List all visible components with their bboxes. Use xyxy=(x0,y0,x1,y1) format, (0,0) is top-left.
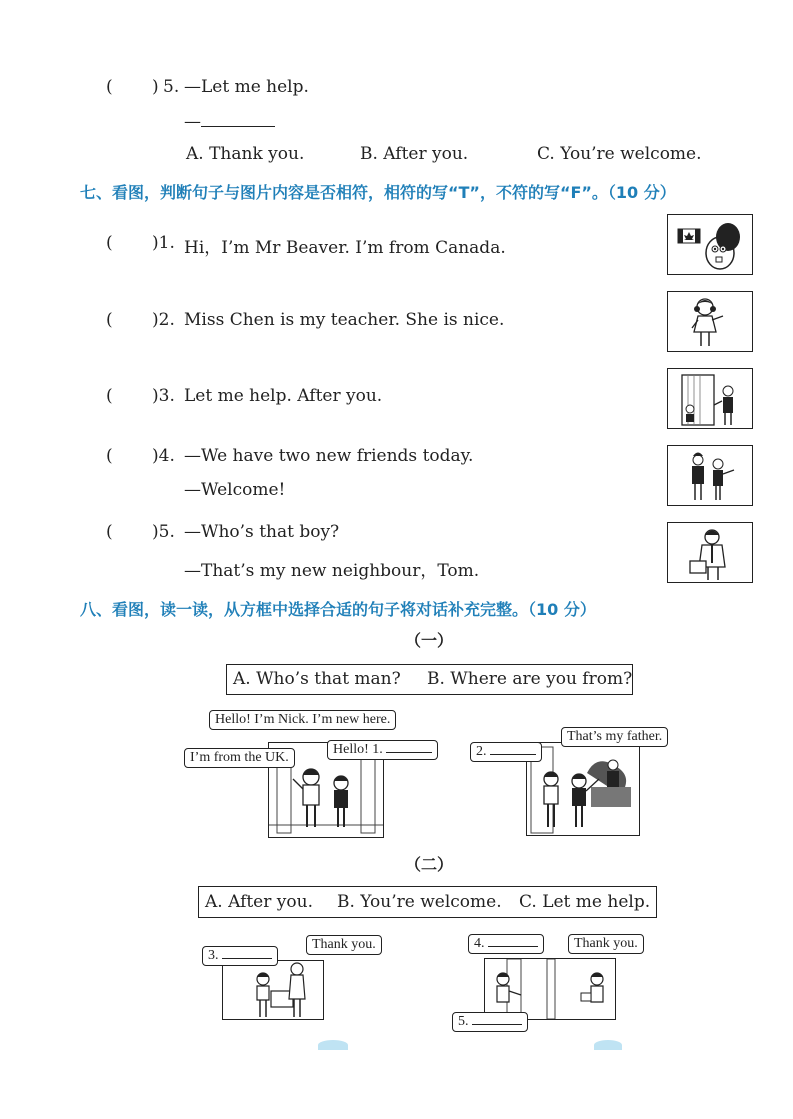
part1-option-a[interactable]: A. Who’s that man? xyxy=(233,669,401,689)
q6-5-question: —Let me help. xyxy=(184,77,309,97)
door-help-picture xyxy=(667,368,753,429)
bubble-three xyxy=(202,946,278,966)
new-friends-picture xyxy=(667,445,753,506)
bubble-two-text: 2. xyxy=(476,744,487,759)
bubble-thanks-left: Thank you. xyxy=(306,935,382,955)
q6-5-answer-line[interactable] xyxy=(184,112,275,132)
s7-item5-line2: —That’s my new neighbour，Tom. xyxy=(184,561,480,581)
bubble-four xyxy=(468,934,544,954)
s7-item3-open-paren: ( xyxy=(106,386,113,406)
neighbour-picture xyxy=(667,522,753,583)
s7-item5-open-paren: ( xyxy=(106,522,113,542)
decoration-cloud-left xyxy=(318,1040,348,1050)
s7-item5-line1: —Who’s that boy? xyxy=(184,522,340,542)
bubble-father: That’s my father. xyxy=(561,727,668,747)
answer-dash: — xyxy=(184,112,201,132)
section7-title: 七、看图，判断句子与图片内容是否相符，相符的写“T”，不符的写“F”。（10 分） xyxy=(80,183,676,202)
q6-5-open-paren: ( xyxy=(106,77,113,97)
part2-label: （二） xyxy=(405,855,454,874)
miss-chen-picture xyxy=(667,291,753,352)
s7-item1-text: Hi，I’m Mr Beaver. I’m from Canada. xyxy=(184,238,506,258)
scene2-right xyxy=(484,958,616,1020)
s7-item2-number: )2. xyxy=(152,310,175,330)
q6-5-option-a[interactable]: A. Thank you. xyxy=(186,144,305,164)
q6-5-option-b[interactable]: B. After you. xyxy=(360,144,469,164)
part2-option-a[interactable]: A. After you. xyxy=(205,892,313,912)
s7-item1-open-paren: ( xyxy=(106,233,113,253)
bubble-uk: I’m from the UK. xyxy=(184,748,295,768)
bubble-two xyxy=(470,742,542,762)
s7-item2-text: Miss Chen is my teacher. She is nice. xyxy=(184,310,505,330)
blank-5[interactable] xyxy=(472,1024,522,1025)
blank-1[interactable] xyxy=(386,752,432,753)
section8-title: 八、看图，读一读，从方框中选择合适的句子将对话补充完整。（10 分） xyxy=(80,600,596,619)
bubble-hello1-text: Hello! 1. xyxy=(333,742,383,757)
bubble-five xyxy=(452,1012,528,1032)
scene1-right xyxy=(526,742,640,836)
part2-option-box xyxy=(198,886,657,918)
s7-item4-number: )4. xyxy=(152,446,175,466)
part2-option-b[interactable]: B. You’re welcome. xyxy=(337,892,502,912)
scene2-left xyxy=(222,960,324,1020)
decoration-cloud-right xyxy=(594,1040,622,1050)
s7-item5-number: )5. xyxy=(152,522,175,542)
blank-4[interactable] xyxy=(488,946,538,947)
s7-item3-number: )3. xyxy=(152,386,175,406)
bubble-thanks-right: Thank you. xyxy=(568,934,644,954)
part1-label: （一） xyxy=(405,631,454,650)
bubble-hello1 xyxy=(327,740,438,760)
blank-3[interactable] xyxy=(222,958,272,959)
s7-item4-line1: —We have two new friends today. xyxy=(184,446,474,466)
answer-blank[interactable] xyxy=(201,126,275,127)
s7-item1-number: )1. xyxy=(152,233,175,253)
part2-option-c[interactable]: C. Let me help. xyxy=(519,892,651,912)
beaver-picture xyxy=(667,214,753,275)
blank-2[interactable] xyxy=(490,754,536,755)
q6-5-close-paren: ) xyxy=(152,77,159,97)
bubble-three-text: 3. xyxy=(208,948,219,963)
bubble-four-text: 4. xyxy=(474,936,485,951)
s7-item4-open-paren: ( xyxy=(106,446,113,466)
s7-item4-line2: —Welcome! xyxy=(184,480,286,500)
part1-option-box xyxy=(226,664,633,695)
s7-item2-open-paren: ( xyxy=(106,310,113,330)
bubble-nick: Hello! I’m Nick. I’m new here. xyxy=(209,710,396,730)
bubble-five-text: 5. xyxy=(458,1014,469,1029)
s7-item3-text: Let me help. After you. xyxy=(184,386,383,406)
q6-5-option-c[interactable]: C. You’re welcome. xyxy=(537,144,702,164)
q6-5-number: 5. xyxy=(163,77,180,97)
part1-option-b[interactable]: B. Where are you from? xyxy=(427,669,633,689)
